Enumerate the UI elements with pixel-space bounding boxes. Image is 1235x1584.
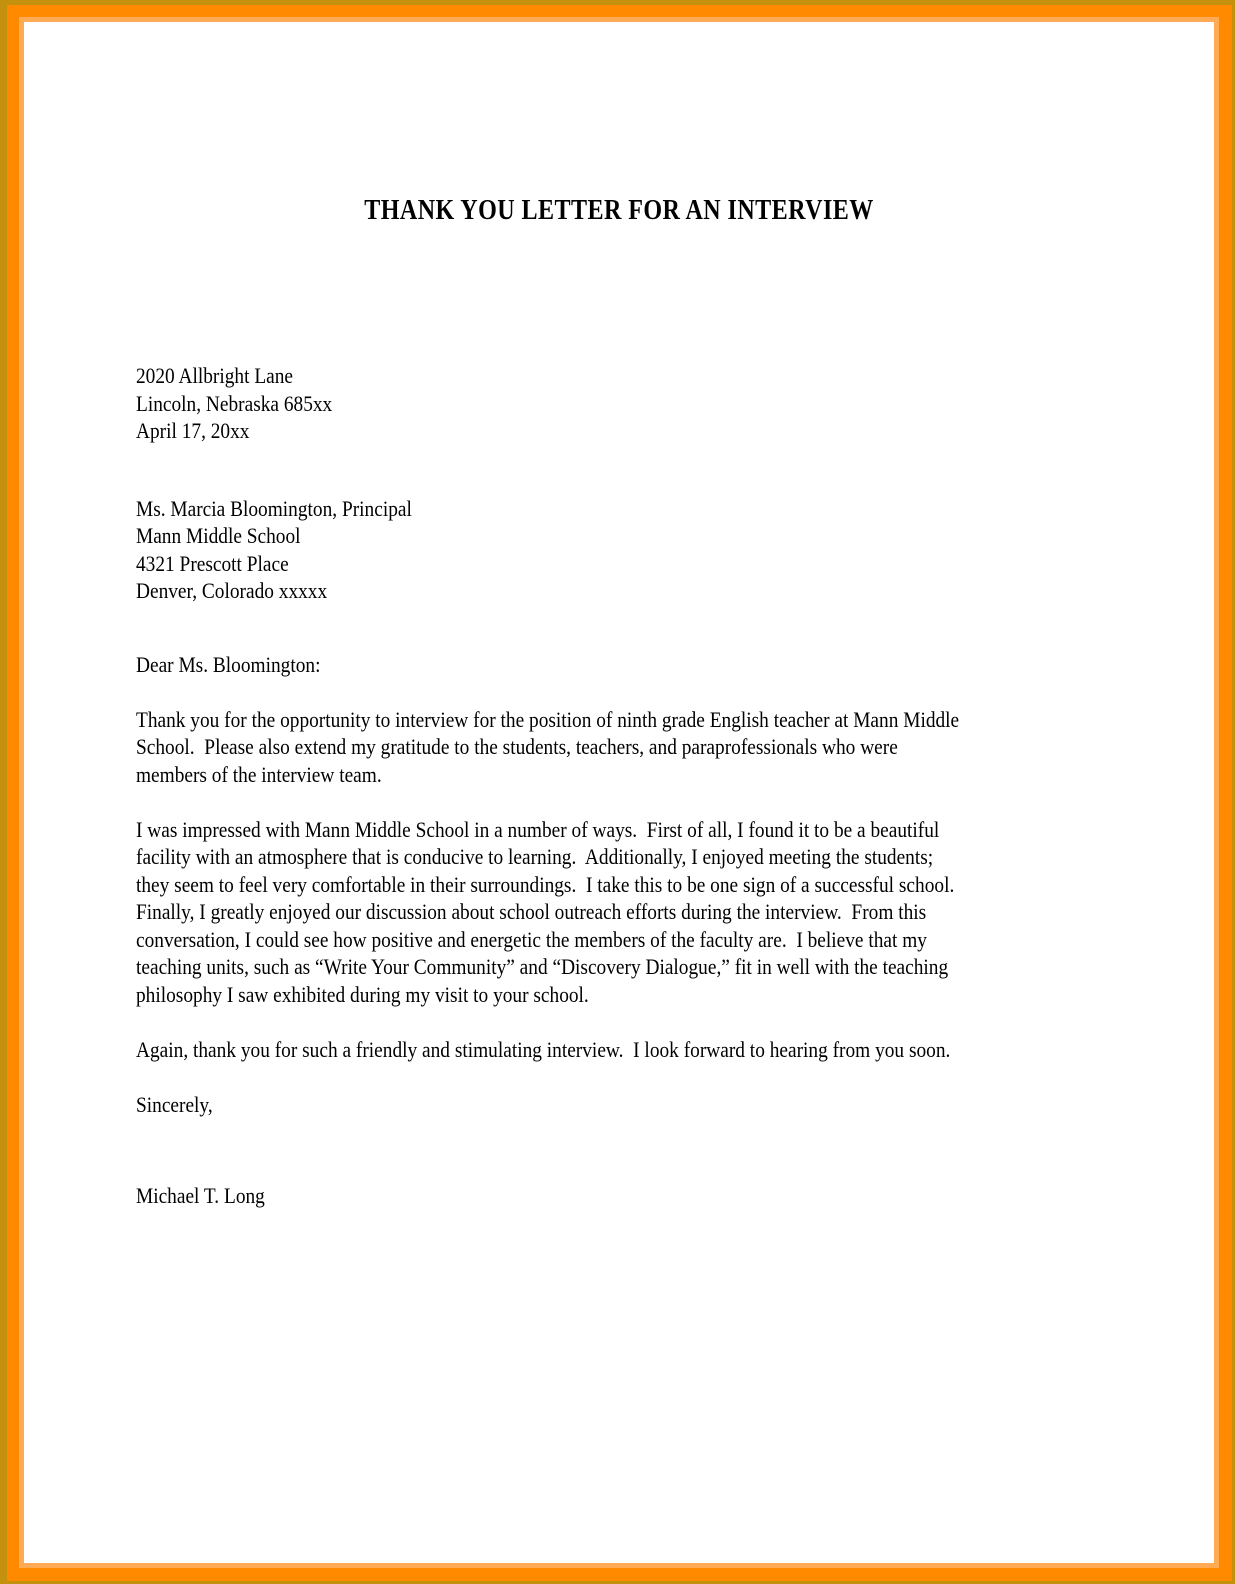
recipient-name: Ms. Marcia Bloomington, Principal [136, 495, 412, 521]
recipient-address-block [136, 495, 1174, 605]
paragraph-line: Thank you for the opportunity to interview for the position of ninth grade English teacher at Mann Middle [136, 706, 960, 732]
body-paragraph-2 [136, 816, 1174, 1009]
salutation [136, 651, 1174, 679]
sender-address-line: Lincoln, Nebraska 685xx [136, 390, 333, 416]
page-border-main [7, 5, 1232, 1581]
recipient-street: 4321 Prescott Place [136, 550, 289, 576]
sender-address-block [136, 362, 1174, 445]
letter-title: THANK YOU LETTER FOR AN INTERVIEW [364, 195, 874, 226]
sender-address-line: 2020 Allbright Lane [136, 363, 294, 388]
letter-date: April 17, 20xx [136, 418, 250, 443]
paragraph-line: philosophy I saw exhibited during my visit to your school. [136, 981, 589, 1007]
paragraph-line: Finally, I greatly enjoyed our discussion about school outreach efforts during the interview. From this [136, 899, 927, 924]
paragraph-line: School. Please also extend my gratitude to the students, teachers, and paraprofessionals who were [136, 734, 898, 759]
paragraph-line: facility with an atmosphere that is conducive to learning. Additionally, I enjoyed meeting the students; [136, 844, 934, 869]
recipient-city: Denver, Colorado xxxxx [136, 578, 328, 603]
paragraph-line: they seem to feel very comfortable in their surroundings. I take this to be one sign of a successful school. [136, 871, 955, 897]
body-paragraph-3 [136, 1036, 1174, 1064]
signature-name [136, 1182, 1174, 1210]
closing-text: Sincerely, [136, 1091, 213, 1117]
page-border-inner [19, 17, 1219, 1568]
paragraph-line: conversation, I could see how positive and energetic the members of the faculty are. I believe that my [136, 926, 927, 952]
closing [136, 1091, 1174, 1119]
recipient-organization: Mann Middle School [136, 523, 301, 548]
salutation-text: Dear Ms. Bloomington: [136, 651, 321, 677]
letter-page [24, 22, 1214, 1563]
paragraph-line: members of the interview team. [136, 761, 382, 787]
signature-text: Michael T. Long [136, 1183, 265, 1208]
paragraph-line: I was impressed with Mann Middle School in a number of ways. First of all, I found it to be a beautiful [136, 816, 940, 842]
body-paragraph-1 [136, 706, 1174, 789]
paragraph-line: Again, thank you for such a friendly and stimulating interview. I look forward to hearing from you soon. [136, 1036, 951, 1062]
paragraph-line: teaching units, such as “Write Your Community” and “Discovery Dialogue,” fit in well with the teaching [136, 954, 949, 979]
